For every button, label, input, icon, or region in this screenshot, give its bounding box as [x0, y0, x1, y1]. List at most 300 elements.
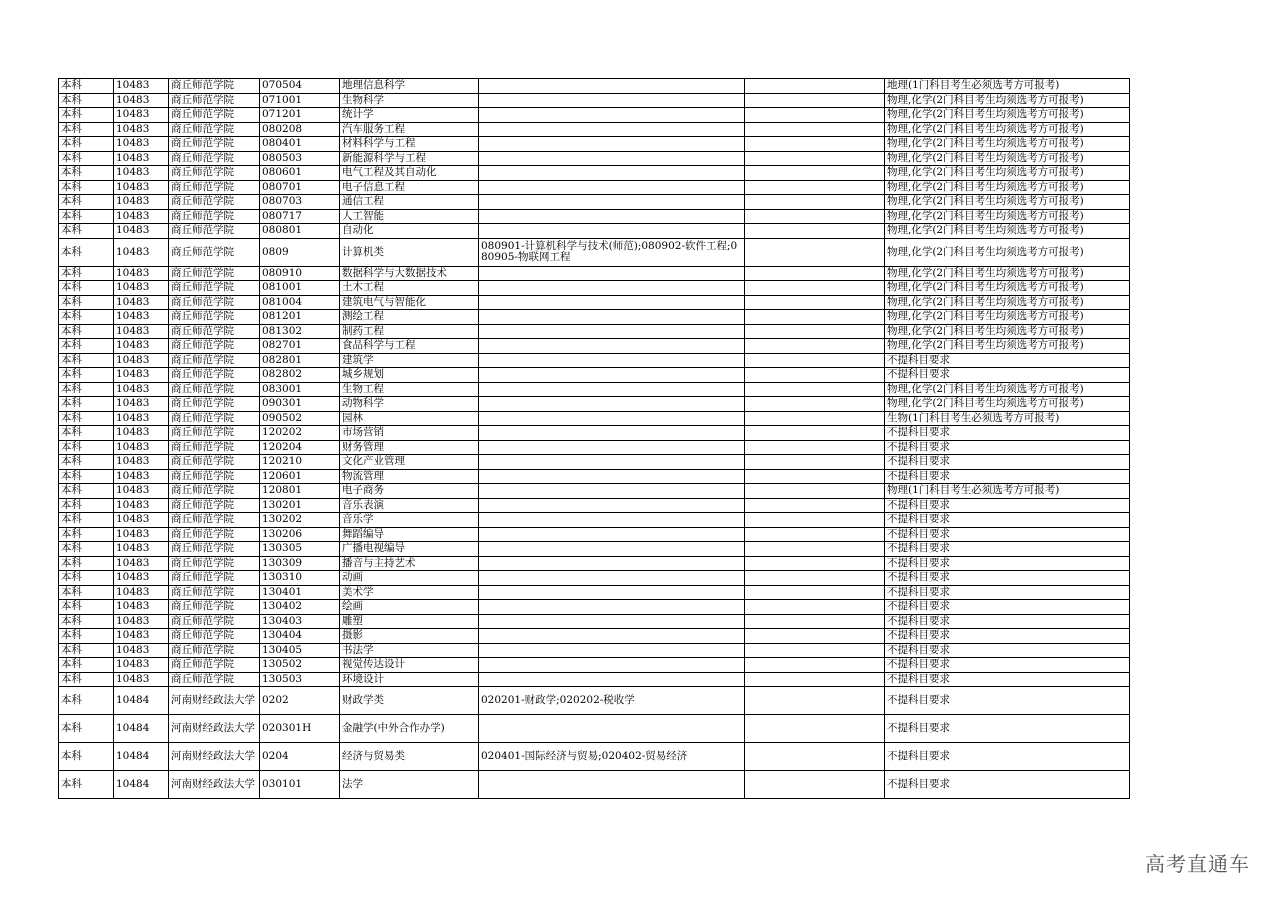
table-row [59, 411, 1130, 426]
table-row [59, 600, 1130, 615]
level-cell: 本科 [59, 484, 114, 499]
requirement-cell: 地理(1门科目考生必须选考方可报考) [885, 79, 1130, 94]
school-name-cell: 商丘师范学院 [169, 658, 260, 673]
major-name-cell: 人工智能 [340, 209, 479, 224]
note-cell [745, 672, 885, 687]
note-cell [745, 571, 885, 586]
requirement-cell: 生物(1门科目考生必须选考方可报考) [885, 411, 1130, 426]
school-name-cell: 商丘师范学院 [169, 151, 260, 166]
school-name-cell: 商丘师范学院 [169, 195, 260, 210]
school-name-cell: 商丘师范学院 [169, 137, 260, 152]
school-name-cell: 商丘师范学院 [169, 93, 260, 108]
school-name-cell: 河南财经政法大学 [169, 687, 260, 715]
level-cell: 本科 [59, 122, 114, 137]
table-row [59, 166, 1130, 181]
major-code-cell: 080703 [260, 195, 340, 210]
table-row [59, 440, 1130, 455]
includes-cell [479, 498, 745, 513]
major-name-cell: 材料科学与工程 [340, 137, 479, 152]
major-code-cell: 0809 [260, 238, 340, 266]
major-name-cell: 测绘工程 [340, 310, 479, 325]
major-code-cell: 081302 [260, 324, 340, 339]
school-code-cell: 10483 [114, 469, 169, 484]
table-row [59, 281, 1130, 296]
table-row [59, 368, 1130, 383]
school-code-cell: 10483 [114, 166, 169, 181]
table-row [59, 527, 1130, 542]
note-cell [745, 411, 885, 426]
major-code-cell: 130309 [260, 556, 340, 571]
note-cell [745, 397, 885, 412]
table-row [59, 484, 1130, 499]
school-name-cell: 商丘师范学院 [169, 238, 260, 266]
level-cell: 本科 [59, 411, 114, 426]
major-name-cell: 数据科学与大数据技术 [340, 266, 479, 281]
major-code-cell: 120801 [260, 484, 340, 499]
includes-cell: 080901-计算机科学与技术(师范);080902-软件工程;080905-物联网工程 [479, 238, 745, 266]
includes-cell [479, 397, 745, 412]
note-cell [745, 585, 885, 600]
major-name-cell: 自动化 [340, 224, 479, 239]
major-name-cell: 计算机类 [340, 238, 479, 266]
table-row [59, 498, 1130, 513]
note-cell [745, 295, 885, 310]
school-code-cell: 10483 [114, 498, 169, 513]
major-name-cell: 音乐学 [340, 513, 479, 528]
level-cell: 本科 [59, 469, 114, 484]
level-cell: 本科 [59, 455, 114, 470]
level-cell: 本科 [59, 93, 114, 108]
table-row [59, 266, 1130, 281]
note-cell [745, 687, 885, 715]
major-name-cell: 土木工程 [340, 281, 479, 296]
level-cell: 本科 [59, 600, 114, 615]
table-body [59, 79, 1130, 799]
school-name-cell: 商丘师范学院 [169, 527, 260, 542]
school-code-cell: 10483 [114, 238, 169, 266]
major-name-cell: 物流管理 [340, 469, 479, 484]
table-row [59, 455, 1130, 470]
note-cell [745, 79, 885, 94]
includes-cell [479, 513, 745, 528]
note-cell [745, 324, 885, 339]
level-cell: 本科 [59, 166, 114, 181]
major-code-cell: 130206 [260, 527, 340, 542]
major-code-cell: 030101 [260, 771, 340, 799]
requirement-cell: 物理,化学(2门科目考生均须选考方可报考) [885, 238, 1130, 266]
note-cell [745, 310, 885, 325]
table-row [59, 151, 1130, 166]
level-cell: 本科 [59, 137, 114, 152]
requirement-cell: 不提科目要求 [885, 353, 1130, 368]
school-code-cell: 10483 [114, 353, 169, 368]
note-cell [745, 715, 885, 743]
major-name-cell: 建筑电气与智能化 [340, 295, 479, 310]
note-cell [745, 281, 885, 296]
level-cell: 本科 [59, 571, 114, 586]
includes-cell [479, 629, 745, 644]
requirement-cell: 不提科目要求 [885, 556, 1130, 571]
major-name-cell: 电子商务 [340, 484, 479, 499]
requirement-cell: 不提科目要求 [885, 527, 1130, 542]
includes-cell [479, 93, 745, 108]
note-cell [745, 137, 885, 152]
major-name-cell: 生物科学 [340, 93, 479, 108]
major-name-cell: 城乡规划 [340, 368, 479, 383]
requirement-cell: 物理,化学(2门科目考生均须选考方可报考) [885, 266, 1130, 281]
school-code-cell: 10483 [114, 658, 169, 673]
note-cell [745, 513, 885, 528]
school-name-cell: 商丘师范学院 [169, 209, 260, 224]
major-name-cell: 统计学 [340, 108, 479, 123]
table-row [59, 571, 1130, 586]
level-cell: 本科 [59, 629, 114, 644]
school-code-cell: 10484 [114, 687, 169, 715]
major-name-cell: 舞蹈编导 [340, 527, 479, 542]
school-name-cell: 商丘师范学院 [169, 440, 260, 455]
note-cell [745, 166, 885, 181]
major-name-cell: 书法学 [340, 643, 479, 658]
includes-cell [479, 600, 745, 615]
includes-cell [479, 281, 745, 296]
major-name-cell: 文化产业管理 [340, 455, 479, 470]
table-row [59, 93, 1130, 108]
school-code-cell: 10483 [114, 310, 169, 325]
includes-cell [479, 542, 745, 557]
requirement-cell: 不提科目要求 [885, 771, 1130, 799]
major-name-cell: 生物工程 [340, 382, 479, 397]
requirement-cell: 不提科目要求 [885, 643, 1130, 658]
note-cell [745, 382, 885, 397]
school-name-cell: 商丘师范学院 [169, 585, 260, 600]
major-code-cell: 080801 [260, 224, 340, 239]
includes-cell [479, 324, 745, 339]
note-cell [745, 614, 885, 629]
table-row [59, 310, 1130, 325]
includes-cell [479, 771, 745, 799]
level-cell: 本科 [59, 79, 114, 94]
school-code-cell: 10483 [114, 209, 169, 224]
school-name-cell: 商丘师范学院 [169, 224, 260, 239]
school-code-cell: 10483 [114, 324, 169, 339]
major-code-cell: 130201 [260, 498, 340, 513]
school-name-cell: 商丘师范学院 [169, 484, 260, 499]
major-name-cell: 电子信息工程 [340, 180, 479, 195]
table-row [59, 180, 1130, 195]
note-cell [745, 527, 885, 542]
school-name-cell: 商丘师范学院 [169, 614, 260, 629]
table-row [59, 195, 1130, 210]
note-cell [745, 484, 885, 499]
note-cell [745, 368, 885, 383]
school-code-cell: 10483 [114, 382, 169, 397]
school-code-cell: 10483 [114, 368, 169, 383]
table-row [59, 672, 1130, 687]
table-row [59, 469, 1130, 484]
includes-cell [479, 527, 745, 542]
major-code-cell: 120202 [260, 426, 340, 441]
school-name-cell: 商丘师范学院 [169, 498, 260, 513]
requirement-cell: 不提科目要求 [885, 715, 1130, 743]
major-name-cell: 经济与贸易类 [340, 743, 479, 771]
major-code-cell: 130404 [260, 629, 340, 644]
major-code-cell: 130503 [260, 672, 340, 687]
major-name-cell: 食品科学与工程 [340, 339, 479, 354]
major-name-cell: 新能源科学与工程 [340, 151, 479, 166]
level-cell: 本科 [59, 715, 114, 743]
note-cell [745, 108, 885, 123]
major-name-cell: 电气工程及其自动化 [340, 166, 479, 181]
major-code-cell: 090502 [260, 411, 340, 426]
table-row [59, 382, 1130, 397]
level-cell: 本科 [59, 238, 114, 266]
requirement-cell: 物理,化学(2门科目考生均须选考方可报考) [885, 382, 1130, 397]
school-name-cell: 商丘师范学院 [169, 426, 260, 441]
table-row [59, 614, 1130, 629]
requirement-cell: 物理,化学(2门科目考生均须选考方可报考) [885, 108, 1130, 123]
requirement-cell: 物理,化学(2门科目考生均须选考方可报考) [885, 281, 1130, 296]
major-code-cell: 080503 [260, 151, 340, 166]
level-cell: 本科 [59, 687, 114, 715]
note-cell [745, 556, 885, 571]
school-name-cell: 商丘师范学院 [169, 411, 260, 426]
major-name-cell: 通信工程 [340, 195, 479, 210]
school-code-cell: 10483 [114, 426, 169, 441]
requirement-cell: 不提科目要求 [885, 672, 1130, 687]
major-code-cell: 020301H [260, 715, 340, 743]
school-name-cell: 商丘师范学院 [169, 108, 260, 123]
note-cell [745, 455, 885, 470]
major-name-cell: 地理信息科学 [340, 79, 479, 94]
major-name-cell: 财务管理 [340, 440, 479, 455]
school-code-cell: 10483 [114, 629, 169, 644]
note-cell [745, 238, 885, 266]
major-name-cell: 金融学(中外合作办学) [340, 715, 479, 743]
level-cell: 本科 [59, 195, 114, 210]
major-code-cell: 120210 [260, 455, 340, 470]
note-cell [745, 195, 885, 210]
school-code-cell: 10483 [114, 440, 169, 455]
school-code-cell: 10484 [114, 715, 169, 743]
school-code-cell: 10483 [114, 527, 169, 542]
includes-cell [479, 672, 745, 687]
table-row [59, 629, 1130, 644]
includes-cell [479, 585, 745, 600]
table-row [59, 122, 1130, 137]
requirement-cell: 不提科目要求 [885, 571, 1130, 586]
major-name-cell: 音乐表演 [340, 498, 479, 513]
major-code-cell: 080910 [260, 266, 340, 281]
level-cell: 本科 [59, 643, 114, 658]
major-name-cell: 环境设计 [340, 672, 479, 687]
requirement-cell: 物理,化学(2门科目考生均须选考方可报考) [885, 397, 1130, 412]
requirement-cell: 不提科目要求 [885, 658, 1130, 673]
requirement-cell: 不提科目要求 [885, 440, 1130, 455]
includes-cell [479, 614, 745, 629]
level-cell: 本科 [59, 108, 114, 123]
includes-cell [479, 440, 745, 455]
school-code-cell: 10483 [114, 281, 169, 296]
school-code-cell: 10483 [114, 455, 169, 470]
includes-cell [479, 382, 745, 397]
table-row [59, 715, 1130, 743]
major-code-cell: 090301 [260, 397, 340, 412]
school-code-cell: 10483 [114, 195, 169, 210]
note-cell [745, 122, 885, 137]
school-name-cell: 商丘师范学院 [169, 166, 260, 181]
school-code-cell: 10483 [114, 397, 169, 412]
table-row [59, 687, 1130, 715]
requirement-cell: 不提科目要求 [885, 743, 1130, 771]
level-cell: 本科 [59, 209, 114, 224]
school-code-cell: 10483 [114, 122, 169, 137]
note-cell [745, 743, 885, 771]
table-row [59, 658, 1130, 673]
level-cell: 本科 [59, 295, 114, 310]
note-cell [745, 151, 885, 166]
requirement-cell: 物理,化学(2门科目考生均须选考方可报考) [885, 295, 1130, 310]
includes-cell [479, 368, 745, 383]
level-cell: 本科 [59, 672, 114, 687]
level-cell: 本科 [59, 382, 114, 397]
includes-cell [479, 484, 745, 499]
level-cell: 本科 [59, 151, 114, 166]
major-code-cell: 080401 [260, 137, 340, 152]
note-cell [745, 600, 885, 615]
school-name-cell: 河南财经政法大学 [169, 771, 260, 799]
school-code-cell: 10483 [114, 79, 169, 94]
school-code-cell: 10484 [114, 743, 169, 771]
includes-cell [479, 556, 745, 571]
major-code-cell: 130405 [260, 643, 340, 658]
table-row [59, 771, 1130, 799]
includes-cell [479, 411, 745, 426]
includes-cell [479, 166, 745, 181]
school-code-cell: 10483 [114, 224, 169, 239]
school-code-cell: 10483 [114, 643, 169, 658]
note-cell [745, 542, 885, 557]
school-name-cell: 商丘师范学院 [169, 368, 260, 383]
requirement-cell: 不提科目要求 [885, 542, 1130, 557]
requirement-cell: 物理,化学(2门科目考生均须选考方可报考) [885, 166, 1130, 181]
requirement-cell: 不提科目要求 [885, 687, 1130, 715]
level-cell: 本科 [59, 266, 114, 281]
school-code-cell: 10483 [114, 339, 169, 354]
school-name-cell: 商丘师范学院 [169, 310, 260, 325]
school-name-cell: 商丘师范学院 [169, 79, 260, 94]
level-cell: 本科 [59, 281, 114, 296]
note-cell [745, 643, 885, 658]
includes-cell [479, 571, 745, 586]
table-row [59, 542, 1130, 557]
school-code-cell: 10483 [114, 93, 169, 108]
major-code-cell: 0202 [260, 687, 340, 715]
note-cell [745, 93, 885, 108]
requirement-cell: 不提科目要求 [885, 498, 1130, 513]
school-code-cell: 10483 [114, 411, 169, 426]
table-row [59, 238, 1130, 266]
includes-cell [479, 469, 745, 484]
major-name-cell: 绘画 [340, 600, 479, 615]
requirement-cell: 物理,化学(2门科目考生均须选考方可报考) [885, 137, 1130, 152]
table-row [59, 108, 1130, 123]
school-code-cell: 10483 [114, 542, 169, 557]
level-cell: 本科 [59, 353, 114, 368]
major-name-cell: 视觉传达设计 [340, 658, 479, 673]
note-cell [745, 353, 885, 368]
level-cell: 本科 [59, 426, 114, 441]
major-name-cell: 动画 [340, 571, 479, 586]
requirement-cell: 物理,化学(2门科目考生均须选考方可报考) [885, 339, 1130, 354]
school-code-cell: 10483 [114, 614, 169, 629]
requirement-cell: 物理,化学(2门科目考生均须选考方可报考) [885, 180, 1130, 195]
major-code-cell: 080717 [260, 209, 340, 224]
note-cell [745, 339, 885, 354]
level-cell: 本科 [59, 310, 114, 325]
includes-cell [479, 151, 745, 166]
major-code-cell: 081201 [260, 310, 340, 325]
note-cell [745, 440, 885, 455]
school-name-cell: 商丘师范学院 [169, 469, 260, 484]
level-cell: 本科 [59, 440, 114, 455]
major-name-cell: 法学 [340, 771, 479, 799]
note-cell [745, 266, 885, 281]
major-name-cell: 播音与主持艺术 [340, 556, 479, 571]
requirement-cell: 不提科目要求 [885, 455, 1130, 470]
major-code-cell: 082801 [260, 353, 340, 368]
requirement-cell: 物理,化学(2门科目考生均须选考方可报考) [885, 122, 1130, 137]
school-name-cell: 商丘师范学院 [169, 353, 260, 368]
school-name-cell: 河南财经政法大学 [169, 743, 260, 771]
school-name-cell: 商丘师范学院 [169, 542, 260, 557]
requirement-cell: 物理,化学(2门科目考生均须选考方可报考) [885, 324, 1130, 339]
includes-cell [479, 122, 745, 137]
includes-cell [479, 195, 745, 210]
note-cell [745, 771, 885, 799]
major-code-cell: 081001 [260, 281, 340, 296]
major-name-cell: 摄影 [340, 629, 479, 644]
table-row [59, 643, 1130, 658]
table-row [59, 585, 1130, 600]
table-row [59, 295, 1130, 310]
requirement-cell: 物理,化学(2门科目考生均须选考方可报考) [885, 195, 1130, 210]
school-code-cell: 10484 [114, 771, 169, 799]
school-code-cell: 10483 [114, 151, 169, 166]
table-row [59, 426, 1130, 441]
level-cell: 本科 [59, 397, 114, 412]
note-cell [745, 498, 885, 513]
school-code-cell: 10483 [114, 513, 169, 528]
level-cell: 本科 [59, 339, 114, 354]
school-name-cell: 商丘师范学院 [169, 513, 260, 528]
includes-cell [479, 224, 745, 239]
major-name-cell: 市场营销 [340, 426, 479, 441]
includes-cell [479, 339, 745, 354]
school-name-cell: 商丘师范学院 [169, 295, 260, 310]
requirement-cell: 物理,化学(2门科目考生均须选考方可报考) [885, 209, 1130, 224]
school-name-cell: 商丘师范学院 [169, 339, 260, 354]
includes-cell [479, 209, 745, 224]
major-code-cell: 130502 [260, 658, 340, 673]
school-code-cell: 10483 [114, 585, 169, 600]
school-name-cell: 商丘师范学院 [169, 672, 260, 687]
major-code-cell: 130403 [260, 614, 340, 629]
school-name-cell: 商丘师范学院 [169, 571, 260, 586]
school-name-cell: 商丘师范学院 [169, 556, 260, 571]
table-row [59, 324, 1130, 339]
school-code-cell: 10483 [114, 672, 169, 687]
major-name-cell: 广播电视编导 [340, 542, 479, 557]
